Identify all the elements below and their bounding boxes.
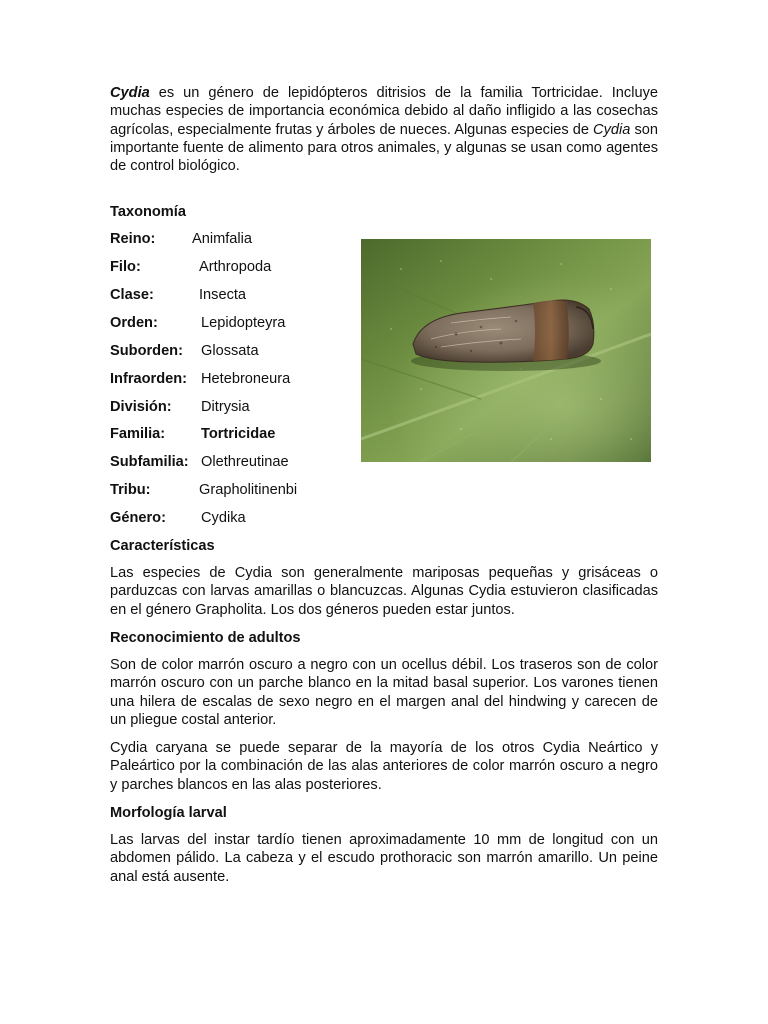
taxonomy-label: Infraorden:	[110, 371, 188, 387]
intro-text-1: es un género de lepidópteros ditrisios de la familia Tortricidae. Incluye muchas especies de importancia económica debido al daño infligido a las cosechas agrícolas, especialmente frutas y árboles de nueces. Algunas especies de	[110, 85, 658, 138]
taxonomy-label: División:	[110, 399, 172, 415]
morfologia-heading: Morfología larval	[110, 805, 227, 821]
reconocimiento-paragraph-1: Son de color marrón oscuro a negro con un ocellus débil. Los traseros son de color marrón oscuro con un parche blanco en la mitad basal superior. Los varones tienen una hilera de escalas de sexo negro en el margen anal del hindwing y carecen de un pliegue costal anterior.	[110, 657, 658, 728]
caracteristicas-paragraph: Las especies de Cydia son generalmente mariposas pequeñas y grisáceas o parduzcas con larvas amarillas o blancuzcas. Algunas Cydia estuvieron clasificadas en el género Grapholita. Los dos géneros pueden estar juntos.	[110, 565, 658, 618]
reconocimiento-heading: Reconocimiento de adultos	[110, 630, 301, 646]
taxonomy-label: Subfamilia:	[110, 454, 189, 470]
taxonomy-value: Lepidopteyra	[201, 315, 286, 331]
taxonomy-label: Suborden:	[110, 343, 183, 359]
caracteristicas-heading: Características	[110, 538, 215, 554]
intro-paragraph	[110, 84, 658, 175]
taxonomy-label: Tribu:	[110, 482, 151, 498]
taxonomy-label: Clase:	[110, 287, 154, 303]
taxonomy-value: Insecta	[199, 287, 247, 303]
taxonomy-value: Ditrysia	[201, 399, 250, 415]
taxonomy-label: Filo:	[110, 259, 141, 275]
reconocimiento-paragraph-2: Cydia caryana se puede separar de la mayoría de los otros Cydia Neártico y Paleártico por la combinación de las alas anteriores de color marrón oscuro a negro y parches blancos en las alas posteriores.	[110, 740, 658, 793]
taxonomy-value: Olethreutinae	[201, 454, 289, 470]
taxonomy-value: Glossata	[201, 343, 259, 359]
taxonomy-value: Arthropoda	[199, 259, 272, 275]
taxonomy-value: Cydika	[201, 510, 246, 526]
taxonomy-label: Orden:	[110, 315, 158, 331]
taxonomy-heading: Taxonomía	[110, 204, 186, 220]
moth-on-leaf-photo	[361, 239, 651, 462]
taxonomy-label: Familia:	[110, 426, 166, 442]
intro-text-2: son importante fuente de alimento para otros animales, y algunas se usan como agentes de control biológico.	[110, 121, 658, 175]
taxonomy-label: Reino:	[110, 231, 156, 247]
taxonomy-value: Animfalia	[192, 231, 253, 247]
taxonomy-value: Hetebroneura	[201, 371, 291, 387]
taxonomy-value: Tortricidae	[201, 426, 276, 442]
taxonomy-value: Grapholitinenbi	[199, 482, 298, 498]
taxonomy-label: Género:	[110, 510, 166, 526]
intro-genus-name-2: Cydia	[593, 121, 631, 138]
morfologia-paragraph: Las larvas del instar tardío tienen aproximadamente 10 mm de longitud con un abdomen pálido. La cabeza y el escudo prothoracic son marrón amarillo. Un peine anal está ausente.	[110, 832, 658, 885]
intro-genus-name: Cydia	[110, 85, 150, 101]
